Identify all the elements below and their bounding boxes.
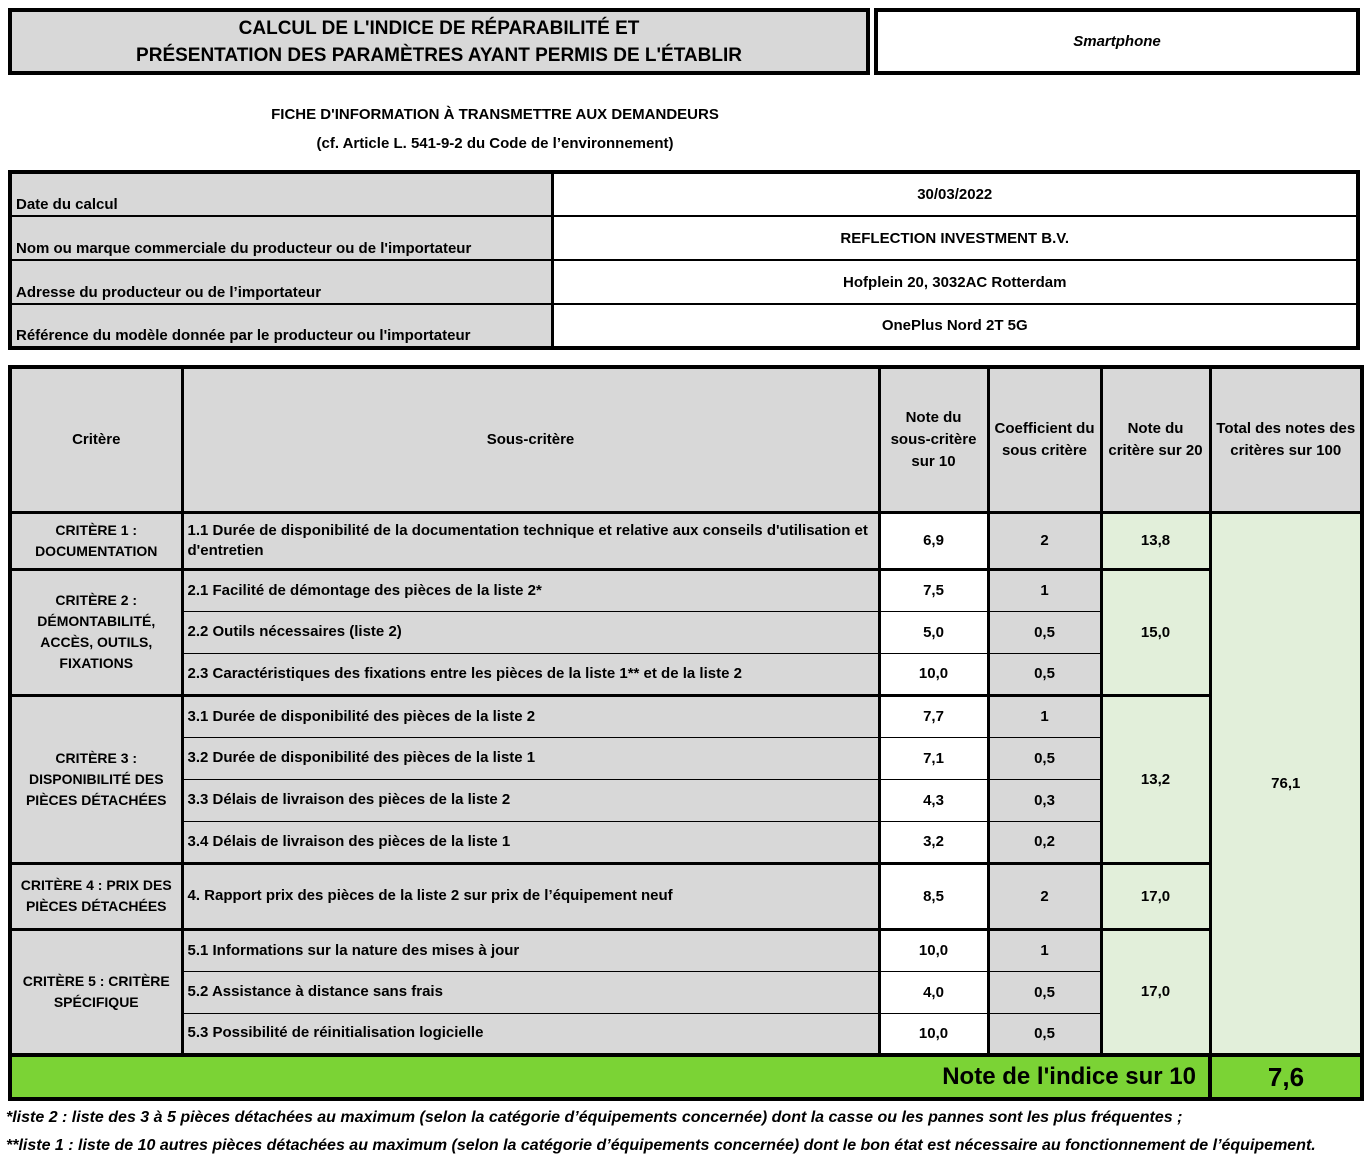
coefficient-cell: 1 bbox=[988, 569, 1101, 611]
note10-cell: 6,9 bbox=[879, 512, 988, 569]
product-category-box bbox=[874, 8, 1360, 75]
note10-cell: 10,0 bbox=[879, 653, 988, 695]
footnote-liste2: *liste 2 : liste des 3 à 5 pièces détachées au maximum (selon la catégorie d’équipements concernée) dont la casse ou les pannes sont les plus fréquentes ; bbox=[6, 1109, 1183, 1126]
subcriterion-cell: 1.1 Durée de disponibilité de la documentation technique et relative aux conseils d'utilisation et d'entretien bbox=[182, 512, 879, 569]
subcriterion-cell: 2.3 Caractéristiques des fixations entre les pièces de la liste 1** et de la liste 2 bbox=[182, 653, 879, 695]
note20-cell: 13,8 bbox=[1101, 512, 1210, 569]
info-label-model-reference: Référence du modèle donnée par le producteur ou l'importateur bbox=[10, 304, 552, 348]
subtitle-line1: FICHE D'INFORMATION À TRANSMETTRE AUX DEMANDEURS bbox=[271, 106, 719, 123]
table-row bbox=[10, 172, 1358, 216]
note10-cell: 4,0 bbox=[879, 971, 988, 1013]
coefficient-cell: 0,5 bbox=[988, 1013, 1101, 1055]
coefficient-cell: 0,5 bbox=[988, 611, 1101, 653]
note20-cell: 15,0 bbox=[1101, 569, 1210, 695]
column-header-total100: Total des notes des critères sur 100 bbox=[1210, 367, 1362, 512]
criteria-row bbox=[10, 863, 1362, 929]
subcriterion-cell: 3.2 Durée de disponibilité des pièces de la liste 1 bbox=[182, 737, 879, 779]
criteria-row bbox=[10, 512, 1362, 569]
table-row bbox=[10, 304, 1358, 348]
subcriterion-cell: 3.3 Délais de livraison des pièces de la liste 2 bbox=[182, 779, 879, 821]
note20-cell: 13,2 bbox=[1101, 695, 1210, 863]
criterion-cell: CRITÈRE 3 : DISPONIBILITÉ DES PIÈCES DÉTACHÉES bbox=[10, 695, 182, 863]
criteria-row bbox=[10, 929, 1362, 971]
criterion-cell: CRITÈRE 2 : DÉMONTABILITÉ, ACCÈS, OUTILS, FIXATIONS bbox=[10, 569, 182, 695]
final-score-row bbox=[10, 1055, 1362, 1099]
table-row bbox=[10, 260, 1358, 304]
note10-cell: 7,7 bbox=[879, 695, 988, 737]
final-score-label: Note de l'indice sur 10 bbox=[10, 1055, 1210, 1099]
coefficient-cell: 2 bbox=[988, 863, 1101, 929]
criterion-cell: CRITÈRE 1 : DOCUMENTATION bbox=[10, 512, 182, 569]
subcriterion-cell: 3.4 Délais de livraison des pièces de la liste 1 bbox=[182, 821, 879, 863]
coefficient-cell: 2 bbox=[988, 512, 1101, 569]
note10-cell: 10,0 bbox=[879, 929, 988, 971]
subcriterion-cell: 2.1 Facilité de démontage des pièces de la liste 2* bbox=[182, 569, 879, 611]
info-value-producer-name: REFLECTION INVESTMENT B.V. bbox=[552, 216, 1358, 260]
note10-cell: 4,3 bbox=[879, 779, 988, 821]
note10-cell: 5,0 bbox=[879, 611, 988, 653]
page-title bbox=[8, 8, 870, 75]
note20-cell: 17,0 bbox=[1101, 929, 1210, 1055]
subcriterion-cell: 3.1 Durée de disponibilité des pièces de la liste 2 bbox=[182, 695, 879, 737]
column-header-criterion: Critère bbox=[10, 367, 182, 512]
criteria-table bbox=[8, 365, 1364, 1101]
note20-cell: 17,0 bbox=[1101, 863, 1210, 929]
criterion-cell: CRITÈRE 4 : PRIX DES PIÈCES DÉTACHÉES bbox=[10, 863, 182, 929]
criteria-table-header-row bbox=[10, 367, 1362, 512]
footnote-liste1: **liste 1 : liste de 10 autres pièces détachées au maximum (selon la catégorie d’équipements concernée) dont le bon état est nécessaire au fonctionnement de l’équipement. bbox=[6, 1137, 1316, 1154]
info-label-date: Date du calcul bbox=[10, 172, 552, 216]
product-category-label: Smartphone bbox=[1073, 33, 1161, 50]
coefficient-cell: 0,5 bbox=[988, 737, 1101, 779]
subtitle bbox=[0, 100, 990, 158]
coefficient-cell: 1 bbox=[988, 929, 1101, 971]
coefficient-cell: 0,3 bbox=[988, 779, 1101, 821]
column-header-coefficient: Coefficient du sous critère bbox=[988, 367, 1101, 512]
subcriterion-cell: 5.3 Possibilité de réinitialisation logicielle bbox=[182, 1013, 879, 1055]
subtitle-line2: (cf. Article L. 541-9-2 du Code de l’environnement) bbox=[316, 135, 674, 152]
final-score-value: 7,6 bbox=[1210, 1055, 1362, 1099]
header-band bbox=[8, 8, 1360, 75]
info-value-date: 30/03/2022 bbox=[552, 172, 1358, 216]
note10-cell: 8,5 bbox=[879, 863, 988, 929]
footnotes bbox=[6, 1104, 1362, 1160]
info-value-producer-address: Hofplein 20, 3032AC Rotterdam bbox=[552, 260, 1358, 304]
page-title-line1: CALCUL DE L'INDICE DE RÉPARABILITÉ ET bbox=[238, 17, 640, 39]
info-label-producer-name: Nom ou marque commerciale du producteur ou de l'importateur bbox=[10, 216, 552, 260]
coefficient-cell: 0,2 bbox=[988, 821, 1101, 863]
column-header-note10: Note du sous-critère sur 10 bbox=[879, 367, 988, 512]
subcriterion-cell: 2.2 Outils nécessaires (liste 2) bbox=[182, 611, 879, 653]
subcriterion-cell: 5.1 Informations sur la nature des mises à jour bbox=[182, 929, 879, 971]
note10-cell: 7,5 bbox=[879, 569, 988, 611]
note10-cell: 3,2 bbox=[879, 821, 988, 863]
criteria-row bbox=[10, 695, 1362, 737]
criterion-cell: CRITÈRE 5 : CRITÈRE SPÉCIFIQUE bbox=[10, 929, 182, 1055]
subcriterion-cell: 4. Rapport prix des pièces de la liste 2 sur prix de l’équipement neuf bbox=[182, 863, 879, 929]
subcriterion-cell: 5.2 Assistance à distance sans frais bbox=[182, 971, 879, 1013]
column-header-subcriterion: Sous-critère bbox=[182, 367, 879, 512]
page-title-line2: PRÉSENTATION DES PARAMÈTRES AYANT PERMIS DE L'ÉTABLIR bbox=[136, 44, 742, 66]
producer-info-table bbox=[8, 170, 1360, 350]
info-value-model-reference: OnePlus Nord 2T 5G bbox=[552, 304, 1358, 348]
coefficient-cell: 1 bbox=[988, 695, 1101, 737]
total100-cell: 76,1 bbox=[1210, 512, 1362, 1055]
info-label-producer-address: Adresse du producteur ou de l’importateur bbox=[10, 260, 552, 304]
column-header-note20: Note du critère sur 20 bbox=[1101, 367, 1210, 512]
criteria-row bbox=[10, 569, 1362, 611]
note10-cell: 7,1 bbox=[879, 737, 988, 779]
coefficient-cell: 0,5 bbox=[988, 971, 1101, 1013]
note10-cell: 10,0 bbox=[879, 1013, 988, 1055]
coefficient-cell: 0,5 bbox=[988, 653, 1101, 695]
table-row bbox=[10, 216, 1358, 260]
